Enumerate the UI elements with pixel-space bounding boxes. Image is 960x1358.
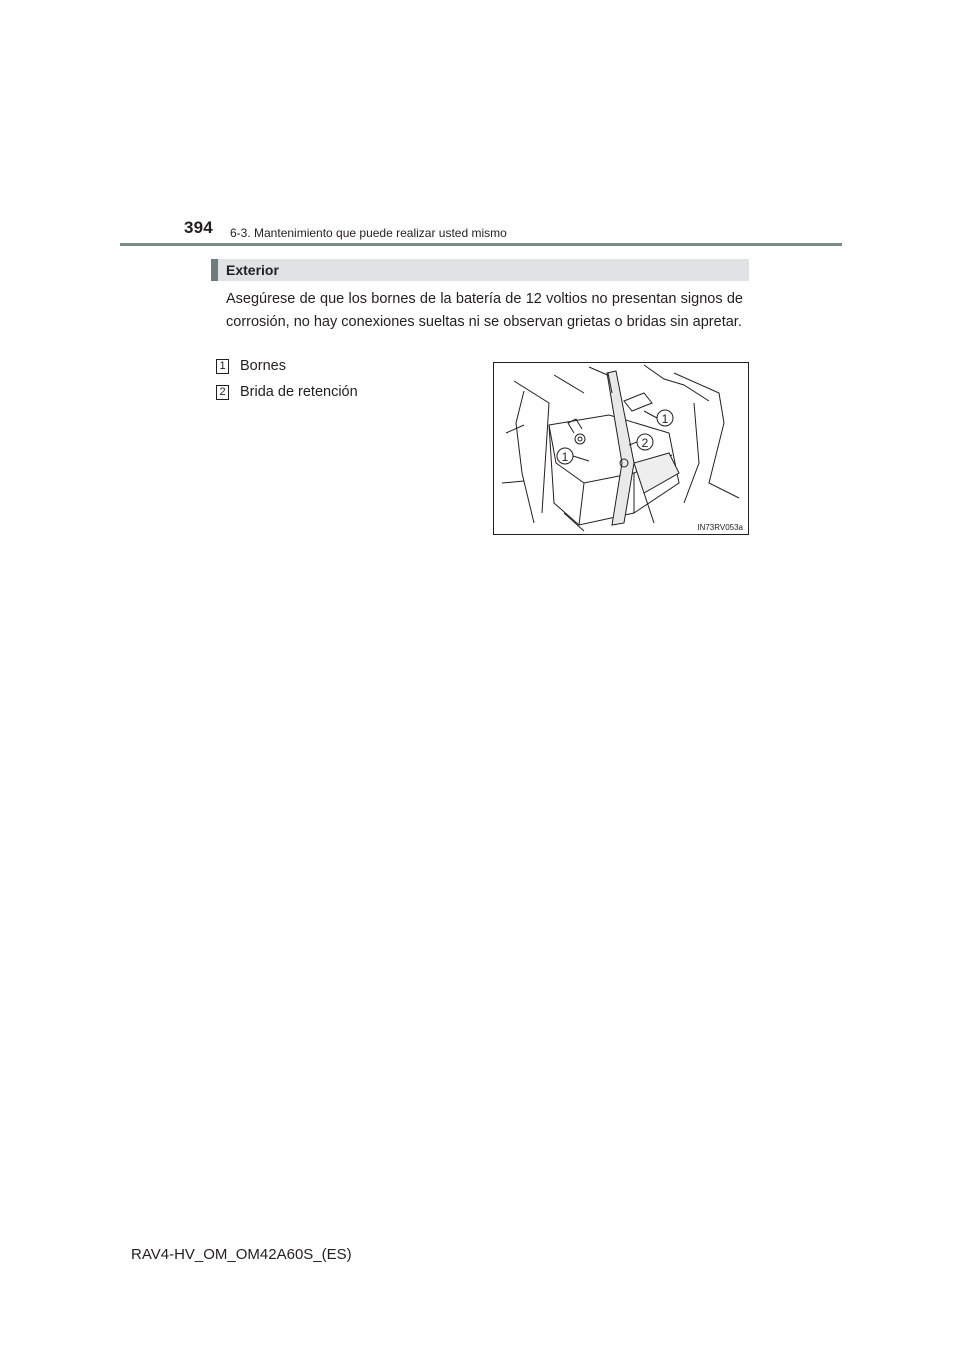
heading-bar <box>211 259 749 281</box>
heading-title: Exterior <box>226 262 279 278</box>
figure-code: IN73RV053a <box>697 523 743 532</box>
body-paragraph: Asegúrese de que los bornes de la batería de 12 voltios no presentan signos de corrosión, no hay conexiones sueltas ni se observan grietas o bridas sin apretar. <box>226 291 743 330</box>
item-label: Brida de retención <box>240 384 358 400</box>
section-title: 6-3. Mantenimiento que puede realizar usted mismo <box>230 226 507 240</box>
callout-2: 2 <box>641 436 649 450</box>
callout-1-lower: 1 <box>561 450 569 464</box>
footer-code: RAV4-HV_OM_OM42A60S_(ES) <box>131 1246 352 1263</box>
battery-illustration <box>493 362 749 535</box>
header-rule <box>120 243 842 246</box>
battery-drawing <box>494 363 748 534</box>
item-label: Bornes <box>240 358 286 374</box>
item-number-badge: 1 <box>216 359 229 374</box>
heading-accent <box>211 259 218 281</box>
callout-1-upper: 1 <box>661 412 669 426</box>
list-item-bornes <box>216 358 286 374</box>
list-item-brida <box>216 384 358 400</box>
page-number: 394 <box>184 218 213 237</box>
item-number-badge: 2 <box>216 385 229 400</box>
